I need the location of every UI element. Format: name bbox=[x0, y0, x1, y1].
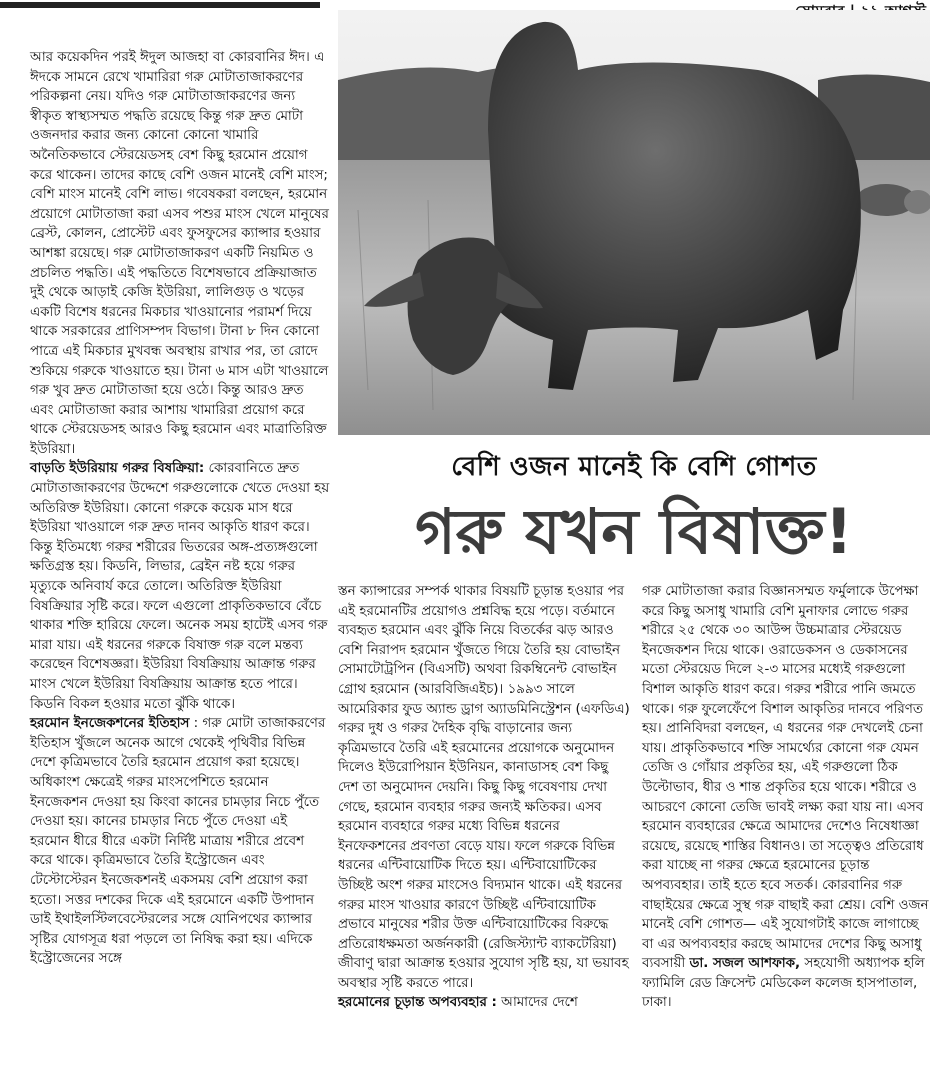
subheading: হরমোন ইনজেকশনের ইতিহাস bbox=[30, 716, 190, 732]
paragraph: আর কয়েকদিন পরই ঈদুল আজহা বা কোরবানির ঈদ। এ ঈদকে সামনে রেখে খামারিরা গরু মোটাতাজাকরণের পরিকল্পনা নেয়। যদিও গরু মোটাতাজাকরণের জন্য স্বীকৃত স্বাস্থ্যসম্মত পদ্ধতি রয়েছে কিন্তু গরু দ্রুত মোটা ওজনদার করার জন্য কোনো কোনো খামারি অনৈতিকভাবে স্টেরয়েডসহ বেশ কিছু হরমোন প্রয়োগ করে থাকেন। তাদের কাছে বেশি ওজন মানেই বেশি মাংস; বেশি মাংস মানেই বেশি লাভ। গবেষকরা বলছেন, হরমোন প্রয়োগে মোটাতাজা করা এসব পশুর মাংস খেলে মানুষের ব্রেস্ট, কোলন, প্রোস্টেট এবং ফুসফুসের ক্যান্সার হওয়ার আশঙ্কা রয়েছে। গরু মোটাতাজাকরণ একটি নিয়মিত ও প্রচলিত পদ্ধতি। এই পদ্ধতিতে বিশেষভাবে প্রক্রিয়াজাত দুই থেকে আড়াই কেজি ইউরিয়া, লালিগুড় ও খড়ের একটি বিশেষ ধরনের মিকচার খাওয়ানোর পরামর্শ দিয়ে থাকে সরকারের প্রাণিসম্পদ বিভাগ। টানা ৮ দিন কোনো পাত্রে এই মিকচার মুখবন্ধ অবস্থায় রাখার পর, তা রোদে শুকিয়ে গরুকে খাওয়াতে হয়। টানা ৬ মাস এটা খাওয়ালে গরু খুব দ্রুত মোটাতাজা হয়ে ওঠে। কিন্তু আরও দ্রুত এবং মোটাতাজা করার আশায় খামারিরা প্রয়োগ করে থাকে স্টেরয়েডসহ আরও কিছু হরমোন এবং মাত্রাতিরিক্ত ইউরিয়া। bbox=[30, 50, 329, 457]
paragraph-text: আমাদের দেশে bbox=[496, 995, 578, 1011]
article-column-3 bbox=[642, 582, 932, 1013]
masthead-fragment bbox=[0, 0, 330, 10]
article-kicker: বেশি ওজন মানেই কি বেশি গোশত bbox=[451, 452, 817, 482]
article-headline: গরু যখন বিষাক্ত! bbox=[415, 495, 853, 568]
subheading: হরমোনের চূড়ান্ত অপব্যবহার : bbox=[338, 995, 497, 1011]
author-title: সহযোগী অধ্যাপক হলি ফ্যামিলি রেড ক্রিসেন্ট মেডিকেল কলেজ হাসপাতাল, ঢাকা। bbox=[642, 956, 925, 1011]
article-column-1 bbox=[30, 48, 330, 969]
author-name: ডা. সজল আশফাক, bbox=[689, 956, 801, 972]
paragraph bbox=[642, 582, 932, 1013]
paragraph bbox=[30, 714, 330, 969]
paragraph bbox=[30, 459, 330, 714]
bull-photo bbox=[338, 10, 930, 435]
paragraph-text: গরু মোটাতাজা করার বিজ্ঞানসম্মত ফর্মুলাকে উপেক্ষা করে কিছু অসাধু খামারি বেশি মুনাফার লোভে গরুর শরীরে ২৫ থেকে ৩০ আউন্স উচ্চমাত্রার স্টেরয়েড ইনজেকশন দিয়ে থাকে। ওরাডেকসন ও ডেকাসনের মতো স্টেরয়েড দিলে ২-৩ মাসের মধ্যেই গরুগুলো বিশাল আকৃতি ধারণ করে। গরুর শরীরে পানি জমতে থাকে। গরু ফুলেফেঁপে বিশাল আকৃতির দানবে পরিণত হয়। প্রানিবিদরা বলছেন, এ ধরনের গরু দেখলেই চেনা যায়। প্রাকৃতিকভাবে শক্তি সামর্থ্যের কোনো গরু যেমন তেজি ও গোঁয়ার প্রকৃতির হয়, এই গরুগুলো ঠিক উল্টোভাব, ধীর ও শান্ত প্রকৃতির হয়ে থাকে। শরীরে ও আচরণে কোনো তেজি ভাবই লক্ষ্য করা যায় না। এসব হরমোন ব্যবহারের ক্ষেত্রে আমাদের দেশেও নিষেধাজ্ঞা রয়েছে, রয়েছে শাস্তির বিধানও। তা সত্ত্বেও প্রতিরোধ করা যাচ্ছে না গরুর ক্ষেত্রে হরমোনের চূড়ান্ত অপব্যবহার। তাই হতে হবে সতর্ক। কোরবানির গরু বাছাইয়ের ক্ষেত্রে সুস্থ গরু বাছাই করা শ্রেয়। বেশি ওজন মানেই বেশি গোশত— এই সুযোগটাই কাজে লাগাচ্ছে বা এর অপব্যবহার করছে আমাদের দেশের কিছু অসাধু ব্যবসায়ী bbox=[642, 584, 929, 972]
article-photo bbox=[338, 10, 930, 435]
subheading: বাড়তি ইউরিয়ায় গরুর বিষক্রিয়া: bbox=[30, 461, 205, 477]
paragraph-text: : গরু মোটা তাজাকরণের ইতিহাস খুঁজলে অনেক আগে থেকেই পৃথিবীর বিভিন্ন দেশে কৃত্রিমভাবে তৈরি হরমোন প্রয়োগ করা হয়েছে। অধিকাংশ ক্ষেত্রেই গরুর মাংসপেশিতে হরমোন ইনজেকশন দেওয়া হয় কিংবা কানের চামড়ার নিচে পুঁতে দেওয়া হয়। কানের চামড়ার নিচে পুঁতে দেওয়া এই হরমোন ধীরে ধীরে একটা নির্দিষ্ট মাত্রায় শরীরে প্রবেশ করে থাকে। কৃত্রিমভাবে তৈরি ইস্ট্রোজেন এবং টেস্টোস্টেরন ইনজেকশনই একসময় বেশি প্রয়োগ করা হতো। সত্তর দশকের দিকে এই হরমোনে একটি উপাদান ডাই ইথাইলস্টিলবেস্টেরলের সঙ্গে যোনিপথের ক্যান্সার সৃষ্টির যোগসূত্র ধরা পড়লে তা নিষিদ্ধ করা হয়। এদিকে ইস্ট্রোজেনের সঙ্গে bbox=[30, 716, 326, 967]
article-column-2 bbox=[338, 582, 630, 1013]
paragraph bbox=[338, 993, 630, 1013]
paragraph-text: কোরবানিতে দ্রুত মোটাতাজাকরণের উদ্দেশে গরুগুলোকে খেতে দেওয়া হয় অতিরিক্ত ইউরিয়া। কোনো গরুকে কয়েক মাস ধরে ইউরিয়া খাওয়ালে গরু দ্রুত দানব আকৃতি ধারণ করে। কিন্তু ইতিমধ্যে গরুর শরীরের ভিতরের অঙ্গ-প্রত্যঙ্গগুলো ক্ষতিগ্রস্ত হয়। কিডনি, লিভার, ব্রেইন নষ্ট হয়ে গরুর মৃত্যুকে অনিবার্য করে তোলে। অতিরিক্ত ইউরিয়া বিষক্রিয়ার সৃষ্টি করে। ফলে এগুলো প্রাকৃতিকভাবে বেঁচে থাকার শক্তি হারিয়ে ফেলে। অনেক সময় হাটেই এসব গরু মারা যায়। এই ধরনের গরুকে বিষাক্ত গরু বলে মন্তব্য করেছেন বিশেষজ্ঞরা। ইউরিয়া বিষক্রিয়ায় আক্রান্ত গরুর মাংস খেলে ইউরিয়া বিষক্রিয়ায় আক্রান্ত হতে পারে। কিডনি বিকল হওয়ার মতো ঝুঁকি থাকে। bbox=[30, 461, 330, 712]
paragraph: স্তন ক্যান্সারের সম্পর্ক থাকার বিষয়টি চূড়ান্ত হওয়ার পর এই হরমোনটির প্রয়োগও প্রশ্নবিদ্ধ হয়ে পড়ে। বর্তমানে ব্যবহৃত হরমোন এবং ঝুঁকি নিয়ে বিতর্কের ঝড় আরও বেশি নিরাপদ হরমোন খুঁজতে গিয়ে তৈরি হয় বোভাইন সোমাটোট্রপিন (বিএসটি) অথবা রিকম্বিনেন্ট বোভাইন গ্রোথ হরমোন (আরবিজিএইচ)। ১৯৯৩ সালে আমেরিকার ফুড অ্যান্ড ড্রাগ অ্যাডমিনিস্ট্রেশন (এফডিএ) গরুর দুধ ও গরুর দৈহিক বৃদ্ধি বাড়ানোর জন্য কৃত্রিমভাবে তৈরি এই হরমোনের প্রয়োগকে অনুমোদন দিলেও ইউরোপিয়ান ইউনিয়ন, কানাডাসহ বেশ কিছু দেশ তা অনুমোদন দেয়নি। কিছু কিছু গবেষণায় দেখা গেছে, হরমোন ব্যবহার গরুর জন্যই ক্ষতিকর। এসব হরমোন ব্যবহারে গরুর মধ্যে বিভিন্ন ধরনের ইনফেকশনের প্রবণতা বেড়ে যায়। ফলে গরুকে বিভিন্ন ধরনের এন্টিবায়োটিক দিতে হয়। এন্টিবায়োটিকের উচ্ছিষ্ট অংশ গরুর মাংসেও বিদ্যমান থাকে। এই ধরনের গরুর মাংস খাওয়ার কারণে উচ্ছিষ্ট এন্টিবায়োটিক প্রভাবে মানুষের শরীর উক্ত এন্টিবায়োটিকের বিরুদ্ধে প্রতিরোধক্ষমতা অর্জনকারী (রেজিস্ট্যান্ট ব্যাকটেরিয়া) জীবাণু দ্বারা আক্রান্ত হওয়ার সুযোগ সৃষ্টি হয়, যা ভয়াবহ অবস্থার সৃষ্টি করতে পারে। bbox=[338, 584, 630, 991]
